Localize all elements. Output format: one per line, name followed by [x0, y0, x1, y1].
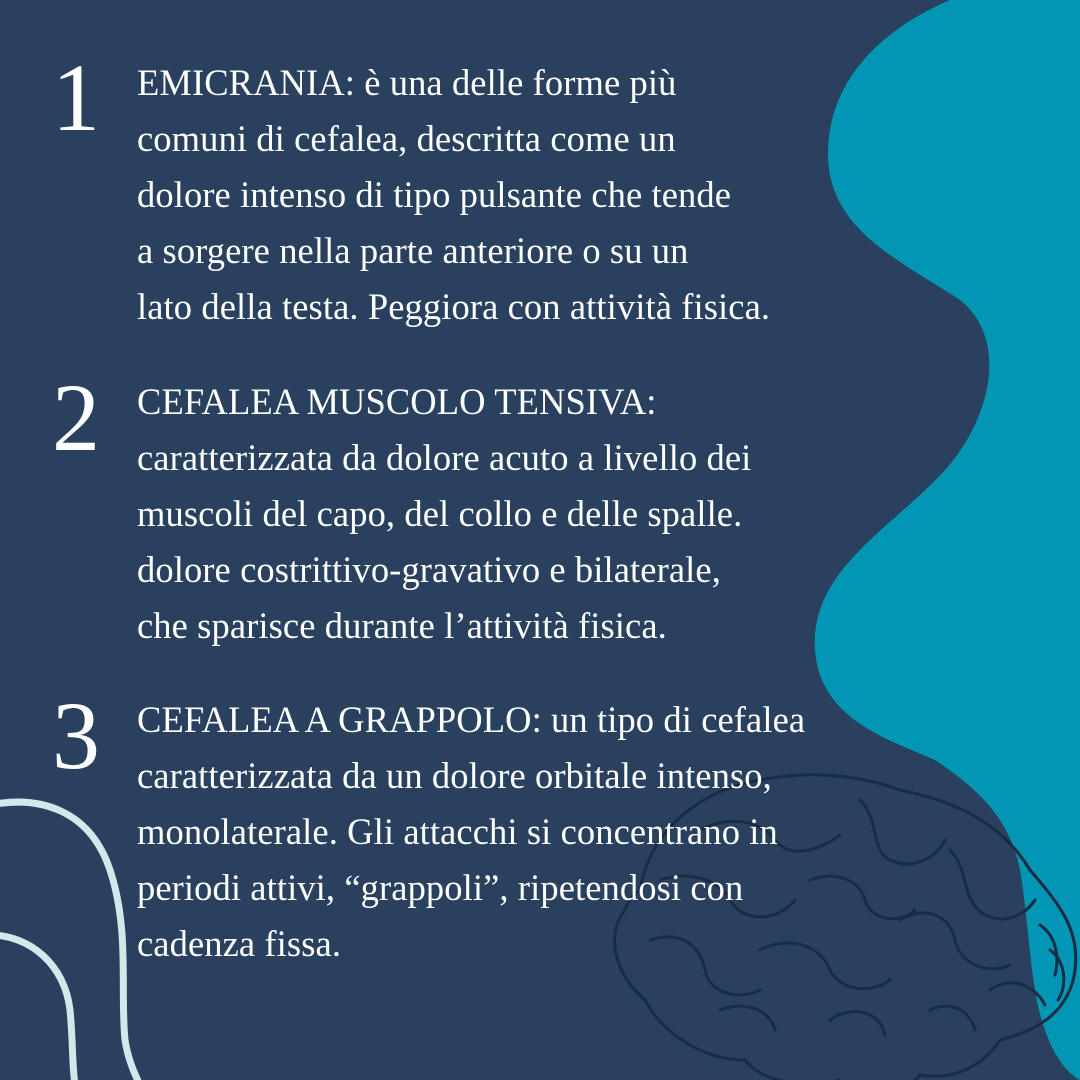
item-text — [137, 374, 937, 654]
item-line: che sparisce durante l’attività fisica. — [137, 605, 667, 646]
item-line: a sorgere nella parte anteriore o su un — [137, 230, 689, 271]
item-text — [137, 55, 937, 335]
item-line: CEFALEA A GRAPPOLO: un tipo di cefalea — [137, 699, 806, 740]
item-line: monolaterale. Gli attacchi si concentrano in — [137, 811, 778, 852]
item-line: caratterizzata da un dolore orbitale intenso, — [137, 755, 772, 796]
item-line: comuni di cefalea, descritta come un — [137, 118, 676, 159]
light-curved-lines — [0, 802, 140, 1080]
item-line: muscoli del capo, del collo e delle spalle. — [137, 493, 743, 534]
item-line: EMICRANIA: è una delle forme più — [137, 62, 677, 103]
item-line: dolore intenso di tipo pulsante che tende — [137, 174, 732, 215]
item-line: periodi attivi, “grappoli”, ripetendosi con — [137, 867, 744, 908]
item-number: 2 — [52, 364, 100, 471]
item-line: dolore costrittivo-gravativo e bilaterale, — [137, 549, 721, 590]
item-line: lato della testa. Peggiora con attività fisica. — [137, 286, 771, 327]
item-line: cadenza fissa. — [137, 923, 342, 964]
item-text — [137, 692, 937, 972]
item-line: CEFALEA MUSCOLO TENSIVA: — [137, 381, 657, 422]
item-number: 3 — [52, 682, 100, 789]
item-number: 1 — [52, 44, 100, 151]
item-line: caratterizzata da dolore acuto a livello dei — [137, 437, 752, 478]
